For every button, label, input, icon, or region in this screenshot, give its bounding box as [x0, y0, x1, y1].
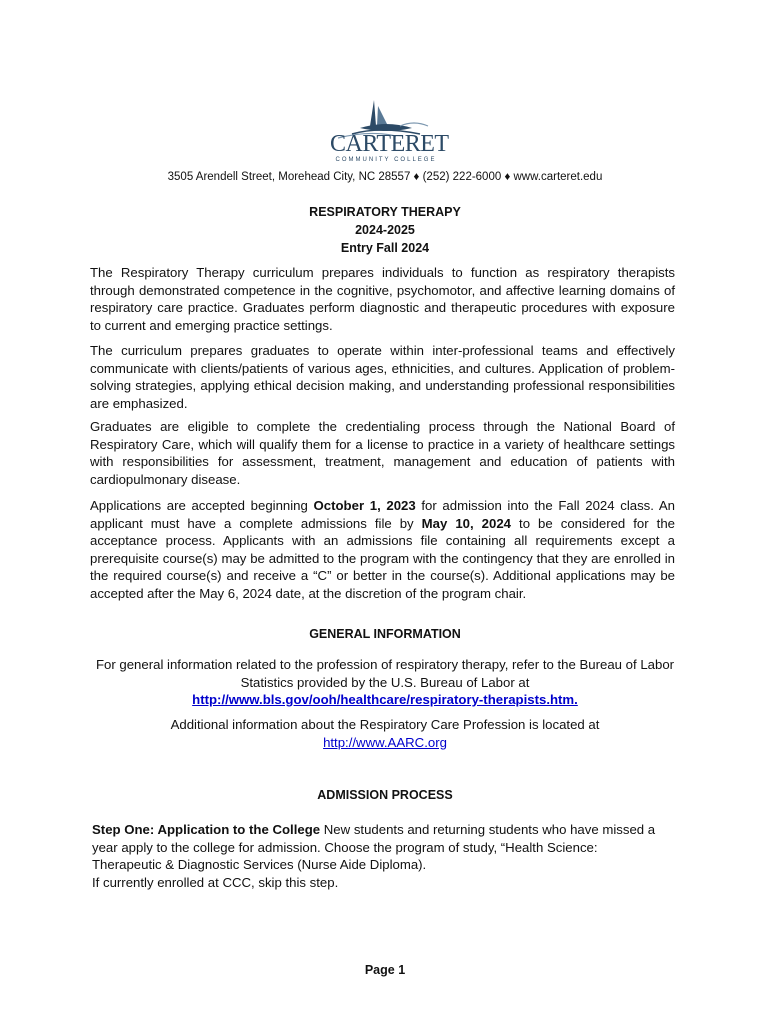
- document-title: RESPIRATORY THERAPY: [309, 205, 461, 219]
- intro-paragraph-2: The curriculum prepares graduates to operate within inter-professional teams and effectively communicate with clients/patients of various ages, ethnicities, and cultures. Application of problem-solving strategies, applying ethical decision making, and understanding professional responsibilities are emphasized.: [90, 343, 675, 411]
- logo-wordmark: CARTERET: [330, 131, 449, 157]
- step-one-paragraph: [92, 821, 670, 891]
- bls-link[interactable]: http://www.bls.gov/ooh/healthcare/respiratory-therapists.htm.: [192, 692, 578, 707]
- application-deadline: May 10, 2024: [421, 515, 512, 531]
- aarc-description: Additional information about the Respiratory Care Profession is located at: [170, 717, 600, 732]
- general-info-text: [90, 656, 680, 709]
- general-info-heading: GENERAL INFORMATION: [309, 627, 461, 641]
- applications-text-3: to be considered for the acceptance process. Applicants with an admissions file containing all requirements except a prerequisite course(s) may be admitted to the program with the contingency that they are enrolled in the required course(s) and receive a “C” or better in the course(s). Additional applications may be accepted after the May 6, 2024 date, at the discretion of the program chair.: [90, 515, 675, 601]
- general-info-description: For general information related to the profession of respiratory therapy, refer to the Bureau of Labor Statistics provided by the U.S. Bureau of Labor at: [95, 657, 675, 690]
- aarc-link[interactable]: http://www.AARC.org: [323, 734, 447, 750]
- application-start-date: October 1, 2023: [313, 498, 416, 513]
- college-logo: [330, 96, 449, 166]
- admission-heading: ADMISSION PROCESS: [317, 788, 453, 802]
- entry-term: Entry Fall 2024: [340, 241, 430, 255]
- aarc-info: [90, 716, 680, 751]
- applications-paragraph: [90, 497, 675, 602]
- college-address: 3505 Arendell Street, Morehead City, NC 28557 ♦ (252) 222-6000 ♦ www.carteret.edu: [167, 171, 603, 183]
- step-one-label: Step One: Application to the College: [92, 822, 321, 837]
- intro-paragraph-3: Graduates are eligible to complete the credentialing process through the National Board of Respiratory Care, which will qualify them for a license to practice in a variety of healthcare settings with responsibilities for assessment, treatment, management and education of patients with cardiopulmonary disease.: [90, 419, 675, 487]
- applications-text-1: Applications are accepted beginning: [90, 498, 314, 513]
- step-one-note: If currently enrolled at CCC, skip this step.: [92, 874, 339, 890]
- logo-subtitle: COMMUNITY COLLEGE: [335, 157, 437, 163]
- step-one-text: New students and returning students who have missed a year apply to the college for admission. Choose the program of study, “Health Science: Therapeutic & Diagnostic Services (Nurse Aide Diploma).: [92, 822, 656, 872]
- page-number: Page 1: [364, 963, 406, 977]
- applications-text-2: for admission into the Fall 2024 class. An applicant must have a complete admissions file by: [90, 498, 675, 531]
- intro-paragraph-1: The Respiratory Therapy curriculum prepares individuals to function as respiratory therapists through demonstrated competence in the cognitive, psychomotor, and affective learning domains of respiratory care practice. Graduates perform diagnostic and therapeutic procedures with exposure to current and emerging practice settings.: [90, 265, 675, 333]
- academic-year: 2024-2025: [355, 223, 415, 237]
